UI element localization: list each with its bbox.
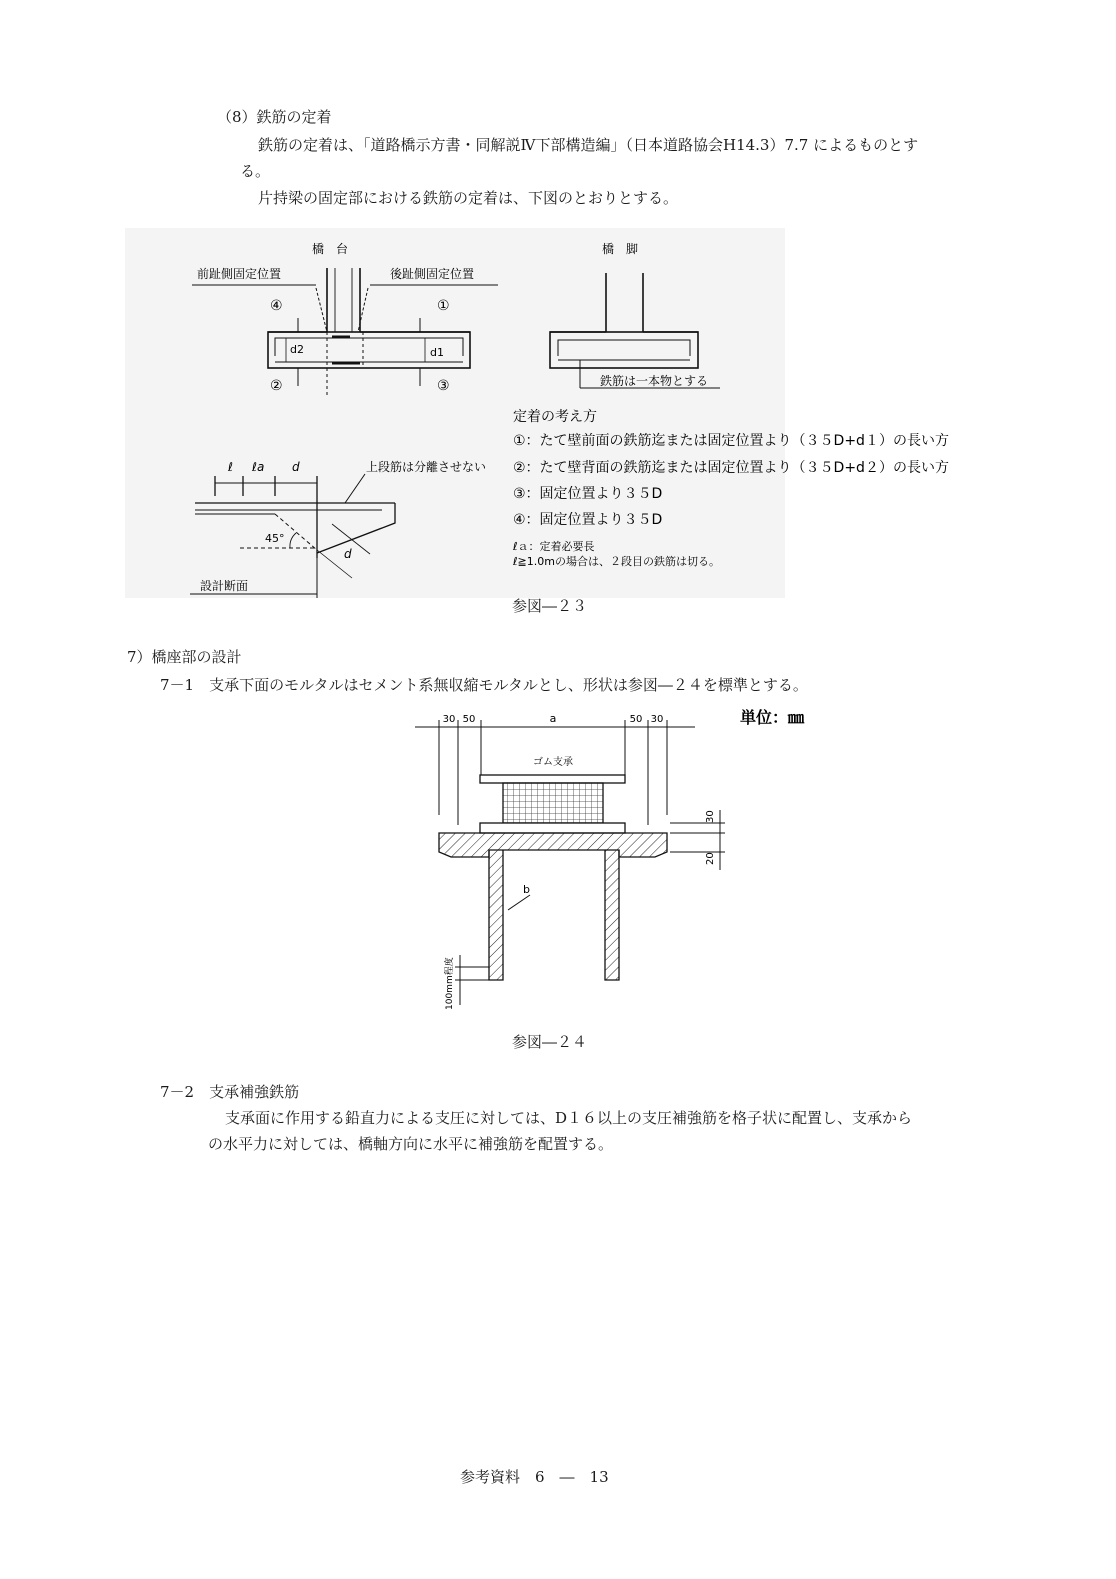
dim-30-side: 30 [705,810,716,823]
legend-title: 定着の考え方 [513,409,597,425]
upper-bar-note: 上段筋は分離させない [366,460,487,474]
one-piece-label: 鉄筋は一本物とする [600,374,709,388]
dim-a: a [549,712,557,725]
abutment-label: 橋 台 [311,242,349,256]
circle-2-bottom: ② [270,378,283,394]
note-la: ℓａ：定着必要長 [513,540,595,553]
dim-l-label: ℓ [228,460,233,474]
d1-label: d1 [430,346,444,359]
dim-50-right: 50 [629,714,643,725]
section-8-paragraph-line1: 鉄筋の定着は、「道路橋示方書・同解説Ⅳ下部構造編」（日本道路協会H14.3）7.7 によるものとす [258,136,919,154]
rebar-left [489,850,503,980]
design-section-label: 設計断面 [200,579,249,593]
legend-item-1: ①：たて壁前面の鉄筋迄または固定位置より（３５D+d１）の長い方 [513,433,949,449]
dim-30-left: 30 [442,714,456,725]
circle-4-top: ④ [270,298,283,314]
d2-label: d2 [290,343,304,356]
figure-24-caption: 参図―２４ [512,1033,588,1051]
bearing-bottom-plate [480,823,625,833]
figure-23-diagram [120,228,1020,628]
dim-30-right: 30 [650,714,664,725]
dim-20-side: 20 [705,852,716,865]
figure-23-caption: 参図―２３ [512,597,588,615]
dim-50-left: 50 [462,714,476,725]
front-fixed-label: 前趾側固定位置 [197,267,282,281]
note-l-cut: ℓ≧1.0mの場合は、２段目の鉄筋は切る。 [513,555,720,568]
circle-3-bottom: ③ [437,378,450,394]
dim-d-label: d [292,460,300,474]
rebar-right [605,850,619,980]
bearing-rubber-body [503,783,603,823]
dim-d-diagonal-label: d [344,547,352,561]
section-7-heading: 7）橋座部の設計 [127,648,242,666]
dim-b: b [523,883,530,896]
circle-1-top: ① [437,298,450,314]
rear-fixed-label: 後趾側固定位置 [390,267,475,281]
page-footer: 参考資料 6 ― 13 [460,1468,609,1486]
dim-la-label: ℓa [252,460,265,474]
unit-label: 単位：㎜ [740,708,805,727]
section-8-paragraph-line2: る。 [240,162,271,180]
legend-item-4: ④：固定位置より３５D [513,512,663,528]
angle-label: 45° [265,532,285,545]
section-7-2-line2: の水平力に対しては、橋軸方向に水平に補強筋を配置する。 [208,1135,614,1153]
section-7-1-text: 7－1 支承下面のモルタルはセメント系無収縮モルタルとし、形状は参図―２４を標準とする。 [160,676,808,694]
depth-100mm-label: 100mm程度 [445,957,455,1010]
legend-item-2: ②：たて壁背面の鉄筋迄または固定位置より（３５D+d２）の長い方 [513,460,949,476]
legend-item-3: ③：固定位置より３５D [513,486,663,502]
section-7-2-heading: 7－2 支承補強鉄筋 [160,1083,300,1101]
figure-23-background [125,228,785,598]
section-8-paragraph2: 片持梁の固定部における鉄筋の定着は、下図のとおりとする。 [258,189,679,207]
rubber-bearing-label: ゴム支承 [533,757,573,768]
bearing-top-plate [480,775,625,783]
section-8-heading: （8）鉄筋の定着 [217,108,332,126]
pier-label: 橋 脚 [601,242,639,256]
section-7-2-line1: 支承面に作用する鉛直力による支圧に対しては、D１６以上の支圧補強筋を格子状に配置し、支承から [225,1109,913,1127]
figure-24-diagram [405,705,845,1025]
